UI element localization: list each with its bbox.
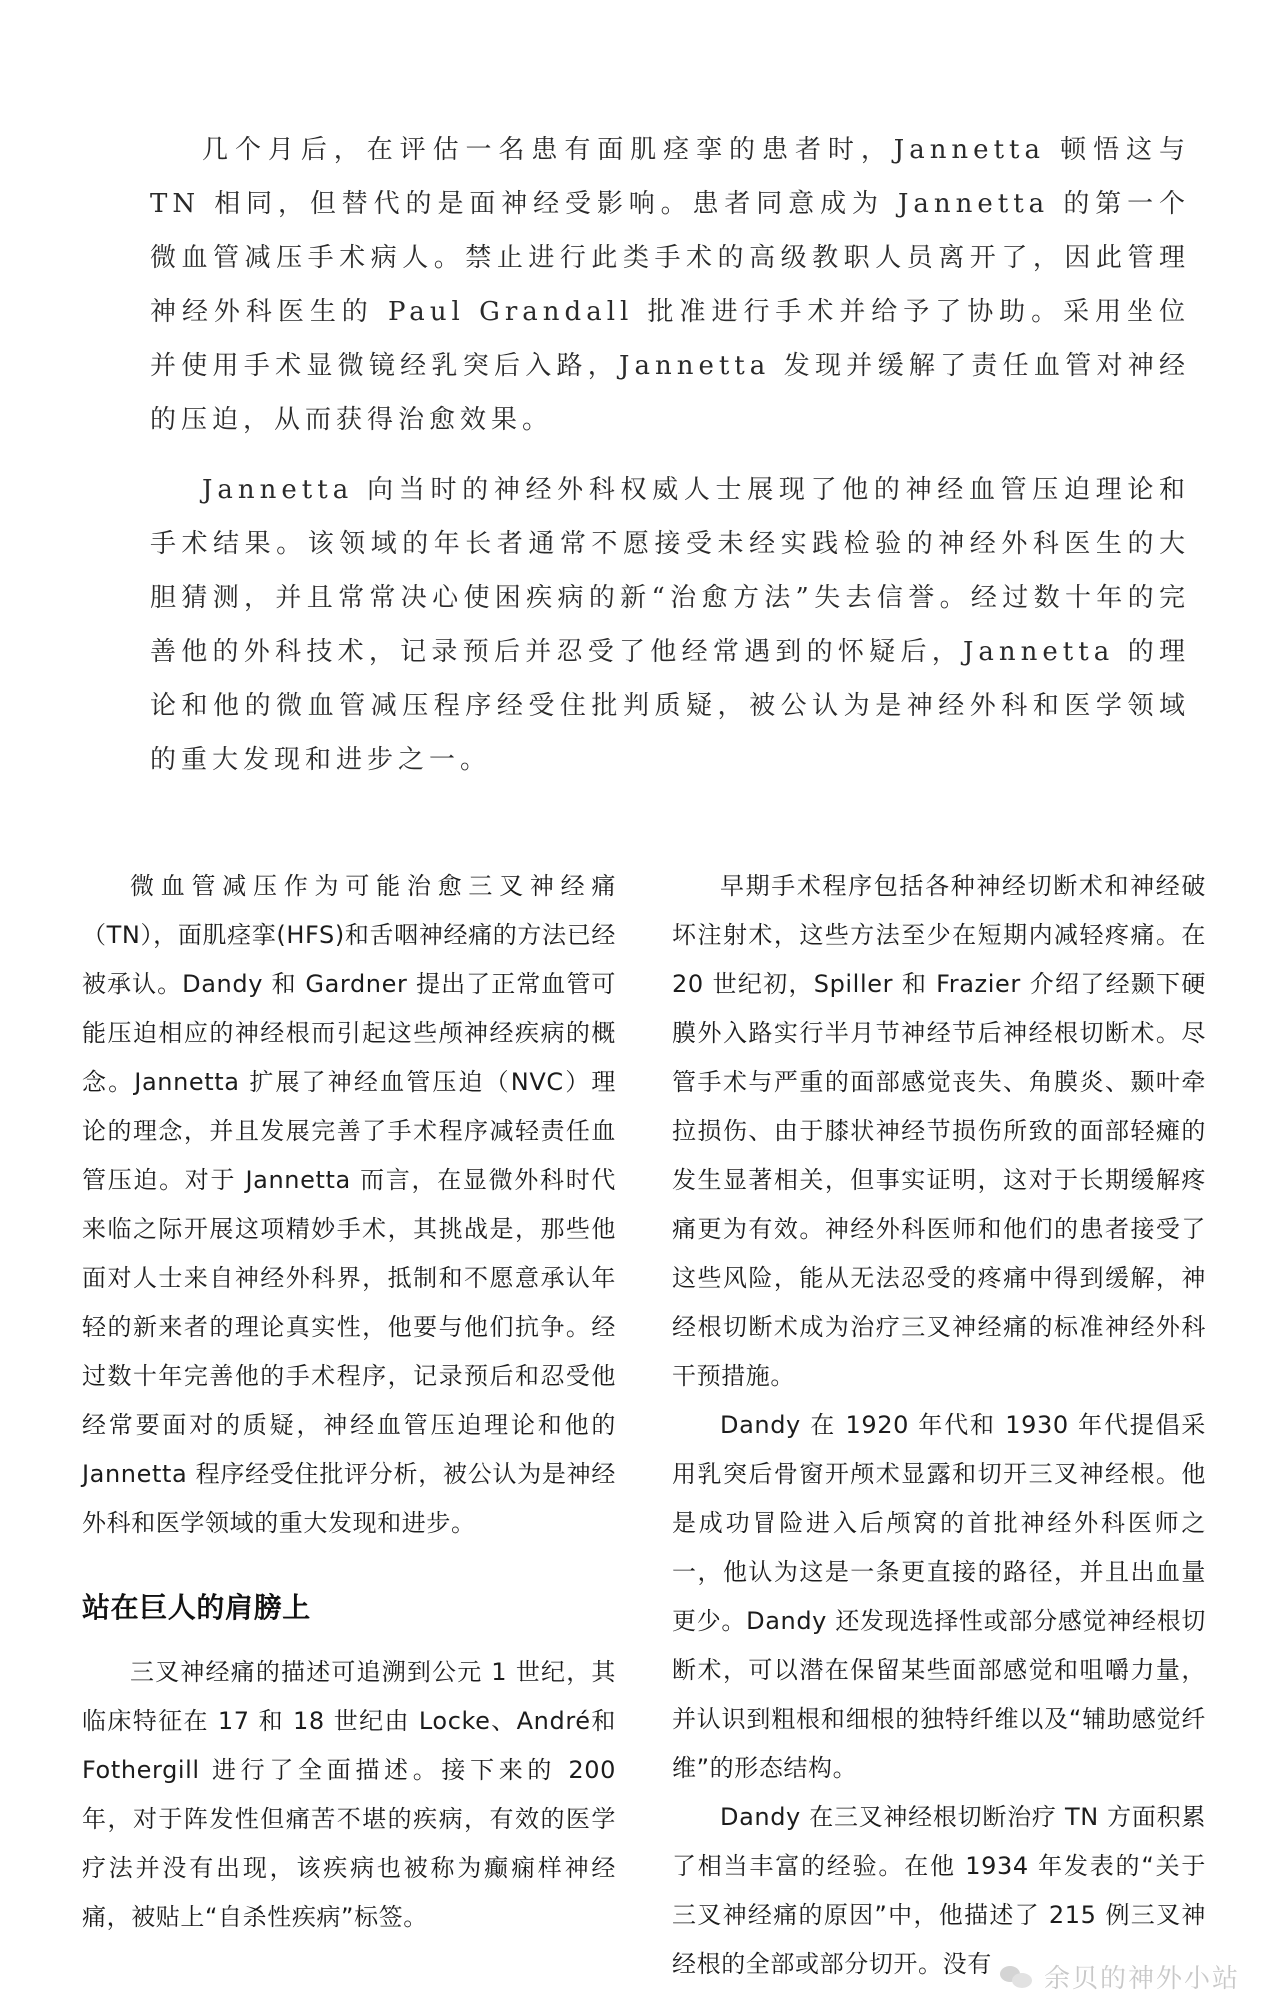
right-column [672,862,1206,1989]
right-paragraph-2: Dandy 在 1920 年代和 1930 年代提倡采用乳突后骨窗开颅术显露和切开三叉神经根。他是成功冒险进入后颅窝的首批神经外科医师之一，他认为这是一条更直接的路径，并且出血量更少。Dandy 还发现选择性或部分感觉神经根切断术，可以潜在保留某些面部感觉和咀嚼力量，并认识到粗根和细根的独特纤维以及“辅助感觉纤维”的形态结构。 [672,1411,1206,1782]
top-paragraph-1: 几个月后，在评估一名患有面肌痉挛的患者时，Jannetta 顿悟这与 TN 相同，但替代的是面神经受影响。患者同意成为 Jannetta 的第一个微血管减压手术病人。禁止进行此类手术的高级教职人员离开了，因此管理神经外科医生的 Paul Grandall 批准进行手术并给予了协助。采用坐位并使用手术显微镜经乳突后入路，Jannetta 发现并缓解了责任血管对神经的压迫，从而获得治愈效果。 [150,135,1190,435]
left-column [82,862,616,1942]
top-paragraph-2: Jannetta 向当时的神经外科权威人士展现了他的神经血管压迫理论和手术结果。该领域的年长者通常不愿接受未经实践检验的神经外科医生的大胆猜测，并且常常决心使困疾病的新“治愈方法”失去信誉。经过数十年的完善他的外科技术，记录预后并忍受了他经常遇到的怀疑后，Jannetta 的理论和他的微血管减压程序经受住批判质疑，被公认为是神经外科和医学领域的重大发现和进步之一。 [150,475,1190,775]
right-paragraph-3: Dandy 在三叉神经根切断治疗 TN 方面积累了相当丰富的经验。在他 1934 年发表的“关于三叉神经痛的原因”中，他描述了 215 例三叉神经根的全部或部分切开。没有 [672,1803,1206,1978]
wechat-icon [1000,1964,1034,1990]
top-paragraph-2-container [150,463,1190,787]
section-heading: 站在巨人的肩膀上 [82,1591,311,1624]
right-paragraph-1: 早期手术程序包括各种神经切断术和神经破坏注射术，这些方法至少在短期内减轻疼痛。在 20 世纪初，Spiller 和 Frazier 介绍了经颞下硬膜外入路实行半月节神经节后神经根切断术。尽管手术与严重的面部感觉丧失、角膜炎、颞叶牵拉损伤、由于膝状神经节损伤所致的面部轻瘫的发生显著相关，但事实证明，这对于长期缓解疼痛更为有效。神经外科医师和他们的患者接受了这些风险，能从无法忍受的疼痛中得到缓解，神经根切断术成为治疗三叉神经痛的标准神经外科干预措施。 [672,872,1206,1390]
watermark-text: 余贝的神外小站 [1043,1964,1240,1994]
left-paragraph-1: 微血管减压作为可能治愈三叉神经痛（TN），面肌痉挛(HFS)和舌咽神经痛的方法已经被承认。Dandy 和 Gardner 提出了正常血管可能压迫相应的神经根而引起这些颅神经疾病的概念。Jannetta 扩展了神经血管压迫（NVC）理论的理念，并且发展完善了手术程序减轻责任血管压迫。对于 Jannetta 而言，在显微外科时代来临之际开展这项精妙手术，其挑战是，那些他面对人士来自神经外科界，抵制和不愿意承认年轻的新来者的理论真实性，他要与他们抗争。经过数十年完善他的手术程序，记录预后和忍受他经常要面对的质疑，神经血管压迫理论和他的 Jannetta 程序经受住批评分析，被公认为是神经外科和医学领域的重大发现和进步。 [82,872,616,1537]
top-paragraph-1-container [150,123,1190,447]
left-paragraph-2: 三叉神经痛的描述可追溯到公元 1 世纪，其临床特征在 17 和 18 世纪由 Locke、André和 Fothergill 进行了全面描述。接下来的 200 年，对于阵发性但痛苦不堪的疾病，有效的医学疗法并没有出现，该疾病也被称为癫痫样神经痛，被贴上“自杀性疾病”标签。 [82,1658,616,1931]
watermark [1000,1958,1240,1995]
